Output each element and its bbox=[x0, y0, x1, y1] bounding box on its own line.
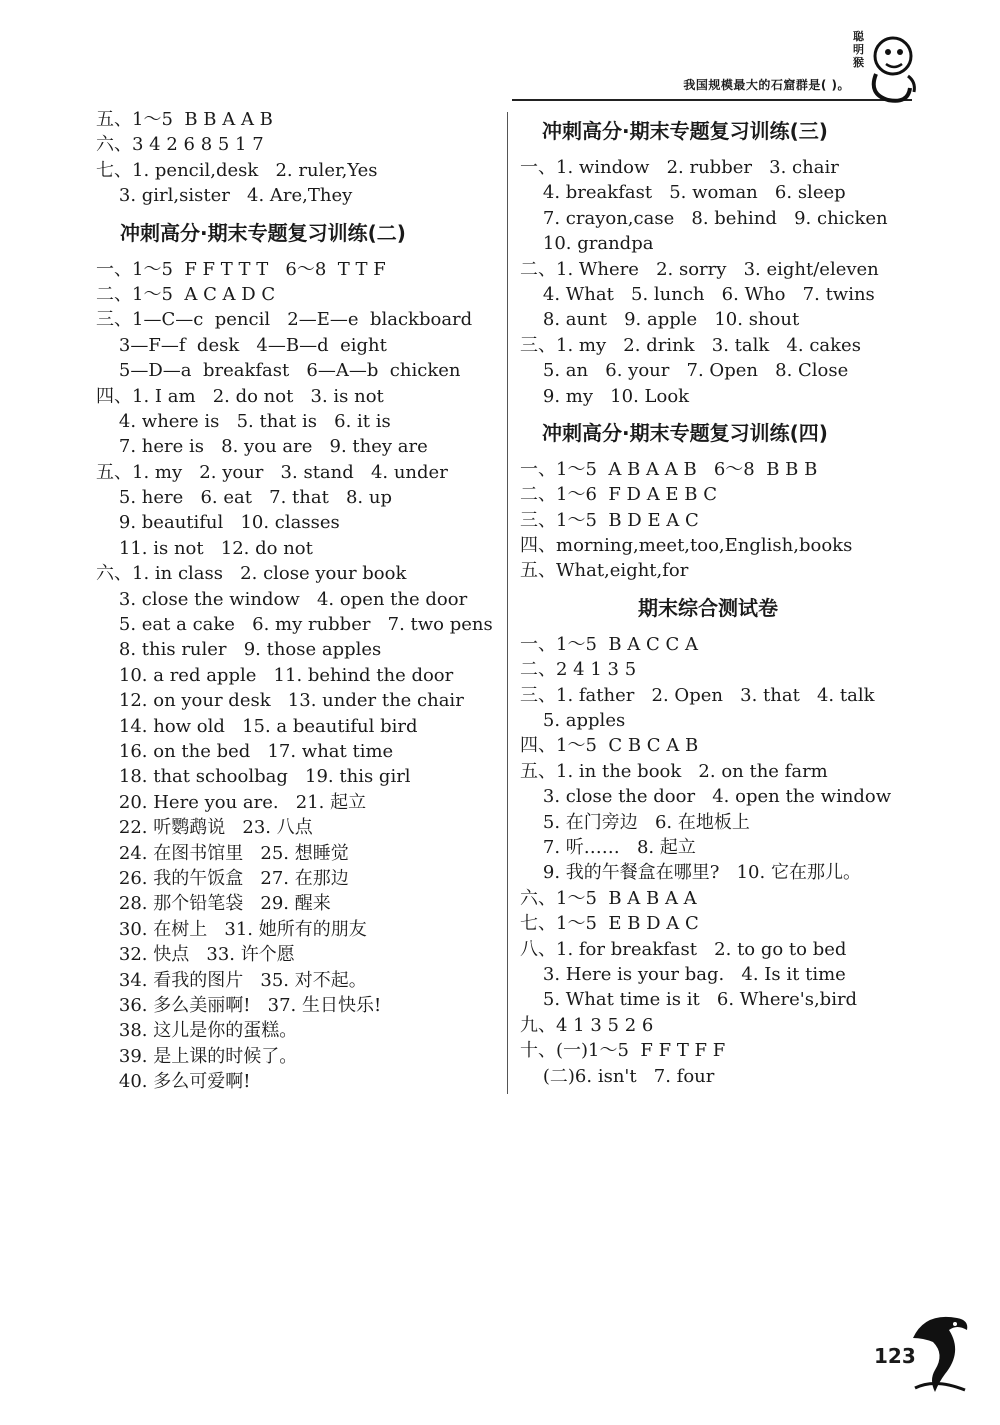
section-title: 期末综合测试卷 bbox=[638, 595, 778, 620]
answer-line: 4. What 5. lunch 6. Who 7. twins bbox=[520, 283, 875, 305]
answer-line: 16. on the bed 17. what time bbox=[96, 740, 394, 762]
answer-line: 二、1～6 F D A E B C bbox=[520, 484, 718, 506]
answer-line: 7. crayon,case 8. behind 9. chicken bbox=[520, 207, 888, 229]
answer-line: 四、1. I am 2. do not 3. is not bbox=[96, 385, 384, 407]
answer-line: 九、4 1 3 5 2 6 bbox=[520, 1014, 654, 1036]
answer-line: 5. What time is it 6. Where's,bird bbox=[520, 989, 858, 1011]
answer-line: 3. close the window 4. open the door bbox=[96, 588, 468, 610]
answer-line: 八、1. for breakfast 2. to go to bed bbox=[520, 938, 847, 960]
answer-line: 五、1. in the book 2. on the farm bbox=[520, 760, 828, 782]
answer-line: 28. 那个铅笔袋 29. 醒来 bbox=[96, 893, 331, 915]
answer-line: 七、1. pencil,desk 2. ruler,Yes bbox=[96, 159, 378, 181]
answer-line: 18. that schoolbag 19. this girl bbox=[96, 766, 411, 788]
mascot-brand-text: 聪明猴 bbox=[853, 30, 864, 69]
answer-line: 4. breakfast 5. woman 6. sleep bbox=[520, 182, 846, 204]
answer-line: 5. an 6. your 7. Open 8. Close bbox=[520, 360, 849, 382]
answer-line: 10. grandpa bbox=[520, 233, 654, 255]
answer-line: 三、1～5 B D E A C bbox=[520, 509, 699, 531]
answer-line: 8. aunt 9. apple 10. shout bbox=[520, 309, 800, 331]
section-title: 冲刺高分·期末专题复习训练(四) bbox=[542, 420, 828, 445]
answer-line: 30. 在树上 31. 她所有的朋友 bbox=[96, 918, 367, 940]
answer-line: 34. 看我的图片 35. 对不起。 bbox=[96, 969, 367, 991]
header-question: 我国规模最大的石窟群是( )。 bbox=[683, 78, 850, 92]
answer-line: 8. this ruler 9. those apples bbox=[96, 639, 382, 661]
answer-line: 22. 听鹦鹉说 23. 八点 bbox=[96, 817, 313, 839]
answer-line: 3—F—f desk 4—B—d eight bbox=[96, 334, 387, 356]
answer-line: 5. 在门旁边 6. 在地板上 bbox=[520, 811, 750, 833]
answer-line: 五、1. my 2. your 3. stand 4. under bbox=[96, 461, 448, 483]
left-column bbox=[96, 107, 501, 1094]
answer-line: 24. 在图书馆里 25. 想睡觉 bbox=[96, 842, 349, 864]
answer-line: 10. a red apple 11. behind the door bbox=[96, 664, 454, 686]
answer-line: 38. 这儿是你的蛋糕。 bbox=[96, 1020, 298, 1042]
answer-line: 3. close the door 4. open the window bbox=[520, 786, 892, 808]
answer-line: 一、1. window 2. rubber 3. chair bbox=[520, 157, 839, 178]
page-number: 123 bbox=[874, 1344, 916, 1368]
answer-line: 3. Here is your bag. 4. Is it time bbox=[520, 963, 846, 985]
answer-line: 5. apples bbox=[520, 710, 626, 732]
answer-line: 11. is not 12. do not bbox=[96, 537, 313, 559]
answer-line: 20. Here you are. 21. 起立 bbox=[96, 791, 367, 813]
answer-line: 四、1～5 C B C A B bbox=[520, 735, 699, 757]
answer-line: 7. 听…… 8. 起立 bbox=[520, 836, 696, 858]
answer-line: 一、1～5 F F T T T 6～8 T T F bbox=[96, 258, 386, 280]
answer-line: 四、morning,meet,too,English,books bbox=[520, 535, 853, 557]
answer-line: 六、1. in class 2. close your book bbox=[96, 563, 407, 585]
answer-line: 7. here is 8. you are 9. they are bbox=[96, 436, 428, 458]
answer-line: 二、2 4 1 3 5 bbox=[520, 659, 637, 681]
answer-line: 3. girl,sister 4. Are,They bbox=[96, 185, 353, 207]
answer-line: 9. 我的午餐盒在哪里? 10. 它在那儿。 bbox=[520, 862, 861, 884]
answer-line: 9. beautiful 10. classes bbox=[96, 512, 340, 534]
section-title: 冲刺高分·期末专题复习训练(二) bbox=[120, 220, 406, 245]
answer-line: 二、1. Where 2. sorry 3. eight/eleven bbox=[520, 258, 879, 280]
answer-line: 五、What,eight,for bbox=[520, 560, 689, 582]
answer-line: 六、3 4 2 6 8 5 1 7 bbox=[96, 134, 264, 156]
answer-line: 5. eat a cake 6. my rubber 7. two pens bbox=[96, 614, 493, 636]
answer-line: 5. here 6. eat 7. that 8. up bbox=[96, 487, 392, 509]
answer-line: 12. on your desk 13. under the chair bbox=[96, 690, 464, 712]
answer-line: 七、1～5 E B D A C bbox=[520, 913, 699, 935]
answer-line: 9. my 10. Look bbox=[520, 385, 690, 407]
answer-line: 三、1. my 2. drink 3. talk 4. cakes bbox=[520, 334, 861, 356]
answer-line: 六、1～5 B A B A A bbox=[520, 887, 697, 909]
answer-line: 一、1～5 B A C C A bbox=[520, 633, 699, 655]
answer-line: 五、1～5 B B A A B bbox=[96, 109, 273, 130]
answer-line: 39. 是上课的时候了。 bbox=[96, 1045, 298, 1067]
monkey-mascot-icon bbox=[838, 16, 918, 106]
answer-line: 40. 多么可爱啊! bbox=[96, 1071, 251, 1093]
answer-line: 一、1～5 A B A A B 6～8 B B B bbox=[520, 458, 818, 480]
right-column bbox=[520, 107, 930, 1089]
answer-line: 十、(一)1～5 F F T F F bbox=[520, 1040, 726, 1062]
answer-line: 14. how old 15. a beautiful bird bbox=[96, 715, 418, 737]
answer-line: 4. where is 5. that is 6. it is bbox=[96, 410, 391, 432]
answer-line: 26. 我的午饭盒 27. 在那边 bbox=[96, 867, 349, 889]
answer-line: 三、1—C—c pencil 2—E—e blackboard bbox=[96, 309, 473, 331]
answer-line: 32. 快点 33. 许个愿 bbox=[96, 944, 295, 966]
answer-line: 5—D—a breakfast 6—A—b chicken bbox=[96, 360, 461, 382]
section-title: 冲刺高分·期末专题复习训练(三) bbox=[542, 119, 828, 143]
answer-line: 36. 多么美丽啊! 37. 生日快乐! bbox=[96, 994, 382, 1016]
answer-line: (二)6. isn't 7. four bbox=[520, 1065, 715, 1087]
answer-line: 二、1～5 A C A D C bbox=[96, 283, 276, 305]
column-divider bbox=[507, 112, 508, 1094]
answer-line: 三、1. father 2. Open 3. that 4. talk bbox=[520, 684, 875, 706]
